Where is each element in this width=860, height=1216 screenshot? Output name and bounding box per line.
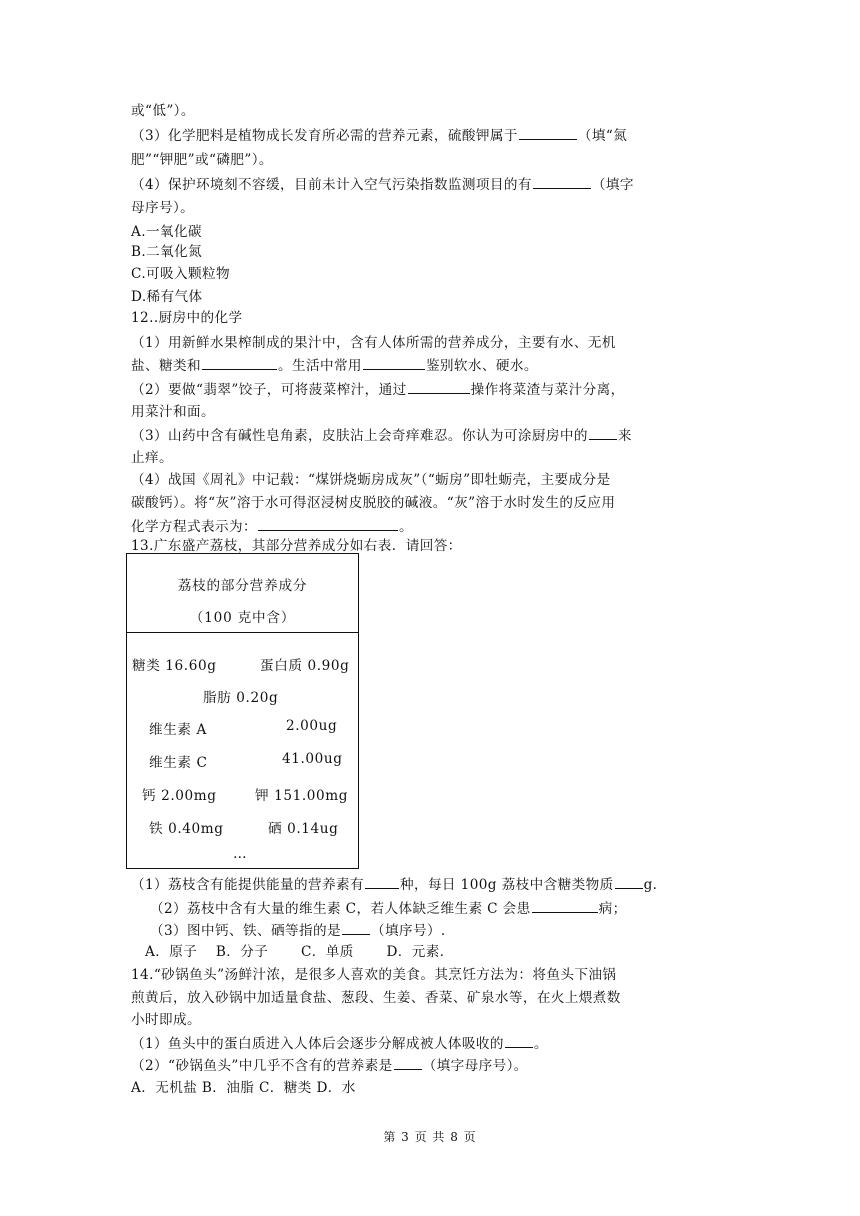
q13-1-line: （1）荔枝含有能提供能量的营养素有 种，每日 100g 荔枝中含糖类物质 g. <box>131 873 731 895</box>
answer-blank[interactable] <box>258 515 398 531</box>
q13-3-line: （3）图中钙、铁、硒等指的是 （填序号）. <box>150 919 750 941</box>
table-cell-protein: 蛋白质 0.90g <box>260 658 350 674</box>
table-cell-vitamin-c-name: 维生素 C <box>149 755 208 771</box>
nutrition-table <box>126 553 359 869</box>
answer-blank[interactable] <box>202 354 277 370</box>
table-cell-fat: 脂肪 0.20g <box>203 690 279 706</box>
q12-4-line2: 碳酸钙）。将“灰”溶于水可得沤浸树皮脱胶的碱液。“灰”溶于水时发生的反应用 <box>131 495 616 511</box>
q12-1-line2: 盐、糖类和 。生活中常用 鉴别软水、硬水。 <box>131 354 731 376</box>
q14-1-line: （1）鱼头中的蛋白质进入人体后会逐步分解成被人体吸收的 。 <box>131 1032 731 1054</box>
q13-options: A．原子 B．分子 C．单质 D．元素． <box>145 944 454 960</box>
q12-4-line1: （4）战国《周礼》中记载：“煤饼烧蛎房成灰”（“蛎房”即牡蛎壳，主要成分是 <box>131 472 611 488</box>
table-cell-sugar: 糖类 16.60g <box>132 658 217 674</box>
answer-blank[interactable] <box>365 873 399 889</box>
q12-3-line1: （3）山药中含有碱性皂角素，皮肤沾上会奇痒难忍。你认为可涂厨房中的 来 <box>131 424 731 446</box>
table-cell-calcium: 钙 2.00mg <box>142 788 217 804</box>
q11-3-line2: 肥”“钾肥”或“磷肥”）。 <box>131 152 273 168</box>
q12-4-line3: 化学方程式表示为： 。 <box>131 515 731 537</box>
q14-2-line: （2）“砂锅鱼头”中几乎不含有的营养素是 （填字母序号）。 <box>131 1054 731 1076</box>
table-cell-vitamin-a-name: 维生素 A <box>149 722 207 738</box>
q12-title: 12..厨房中的化学 <box>131 310 243 326</box>
q13-title: 13.广东盛产荔枝，其部分营养成分如右表．请回答： <box>131 538 462 554</box>
answer-blank[interactable] <box>519 124 577 140</box>
answer-blank[interactable] <box>408 378 470 394</box>
q14-options: A．无机盐 B．油脂 C．糖类 D．水 <box>131 1080 356 1096</box>
table-cell-potassium: 钾 151.00mg <box>255 788 349 804</box>
table-title: 荔枝的部分营养成分 <box>177 578 308 594</box>
q11-4-line2: 母序号）。 <box>131 200 195 216</box>
option-a: A.一氧化碳 <box>131 224 202 240</box>
q12-2-line2: 用菜汁和面。 <box>131 404 215 420</box>
q11-2-tail: 或“低”）。 <box>131 103 195 119</box>
q13-2-line: （2）荔枝中含有大量的维生素 C，若人体缺乏维生素 C 会患 病； <box>150 897 750 919</box>
q11-3-line1: （3）化学肥料是植物成长发育所必需的营养元素，硫酸钾属于 （填“氮 <box>131 124 731 146</box>
answer-blank[interactable] <box>505 1032 533 1048</box>
q14-line1: 14.“砂锅鱼头”汤鲜汁浓，是很多人喜欢的美食。其烹饪方法为：将鱼头下油锅 <box>131 967 617 983</box>
table-cell-ellipsis: … <box>233 846 248 862</box>
option-d: D.稀有气体 <box>131 289 203 305</box>
option-b: B.二氧化氮 <box>131 244 203 260</box>
answer-blank[interactable] <box>532 897 598 913</box>
option-c: C.可吸入颗粒物 <box>131 266 230 282</box>
answer-blank[interactable] <box>363 354 425 370</box>
table-cell-vitamin-c-value: 41.00ug <box>282 751 343 767</box>
answer-blank[interactable] <box>342 919 370 935</box>
nutrition-table-header <box>127 554 358 633</box>
q12-2-line1: （2）要做“翡翠”饺子，可将菠菜榨汁，通过 操作将菜渣与菜汁分离， <box>131 378 731 400</box>
page-footer: 第 3 页 共 8 页 <box>383 1130 477 1144</box>
table-cell-selenium: 硒 0.14ug <box>268 821 339 837</box>
answer-blank[interactable] <box>589 424 617 440</box>
q12-1-line1: （1）用新鲜水果榨制成的果汁中，含有人体所需的营养成分，主要有水、无机 <box>131 335 616 351</box>
q12-3-line2: 止痒。 <box>131 450 173 466</box>
answer-blank[interactable] <box>615 873 643 889</box>
answer-blank[interactable] <box>394 1054 422 1070</box>
q11-4-line1: （4）保护环境刻不容缓，目前未计入空气污染指数监测项目的有 （填字 <box>131 173 731 195</box>
q14-line2: 煎黄后，放入砂锅中加适量食盐、葱段、生姜、香菜、矿泉水等，在火上煨煮数 <box>131 990 621 1006</box>
table-subtitle: （100 克中含） <box>189 610 296 626</box>
q14-line3: 小时即成。 <box>131 1012 201 1028</box>
table-cell-iron: 铁 0.40mg <box>149 821 224 837</box>
answer-blank[interactable] <box>533 173 591 189</box>
table-cell-vitamin-a-value: 2.00ug <box>286 718 338 734</box>
